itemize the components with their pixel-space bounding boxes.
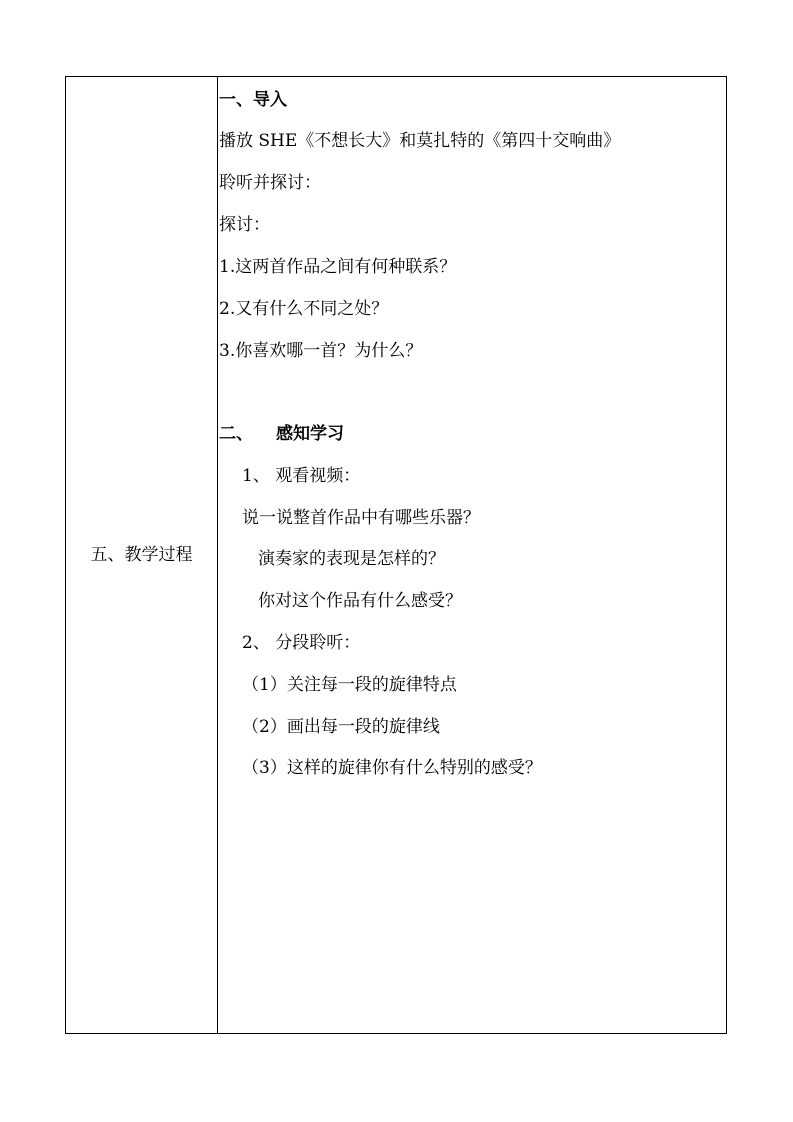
lesson-table [65, 76, 727, 1034]
column-divider [217, 77, 218, 1033]
question-item: 2.又有什么不同之处？ [219, 299, 389, 319]
listen-discuss-line: 聆听并探讨： [219, 173, 321, 193]
step2-item: （2）画出每一段的旋律线 [242, 717, 440, 737]
step-segment-listen: 2、 分段聆听： [242, 633, 361, 653]
section-heading-intro: 一、导入 [219, 90, 287, 110]
question-item: 3.你喜欢哪一首？为什么？ [219, 341, 423, 361]
step1-question: 说一说整首作品中有哪些乐器？ [242, 508, 480, 528]
section-label-teaching-process: 五、教学过程 [90, 545, 193, 565]
step1-question: 你对这个作品有什么感受？ [258, 591, 462, 611]
step1-question: 演奏家的表现是怎样的？ [258, 549, 445, 569]
discuss-label: 探讨： [219, 215, 270, 235]
play-music-line: 播放 SHE《不想长大》和莫扎特的《第四十交响曲》 [219, 131, 621, 151]
step2-item: （1）关注每一段的旋律特点 [242, 675, 457, 695]
question-item: 1.这两首作品之间有何种联系？ [219, 257, 457, 277]
step-watch-video: 1、 观看视频： [242, 466, 361, 486]
section-heading-number: 二、 [219, 424, 253, 444]
section-heading-perception: 感知学习 [276, 424, 344, 444]
step2-item: （3）这样的旋律你有什么特别的感受？ [242, 758, 542, 778]
